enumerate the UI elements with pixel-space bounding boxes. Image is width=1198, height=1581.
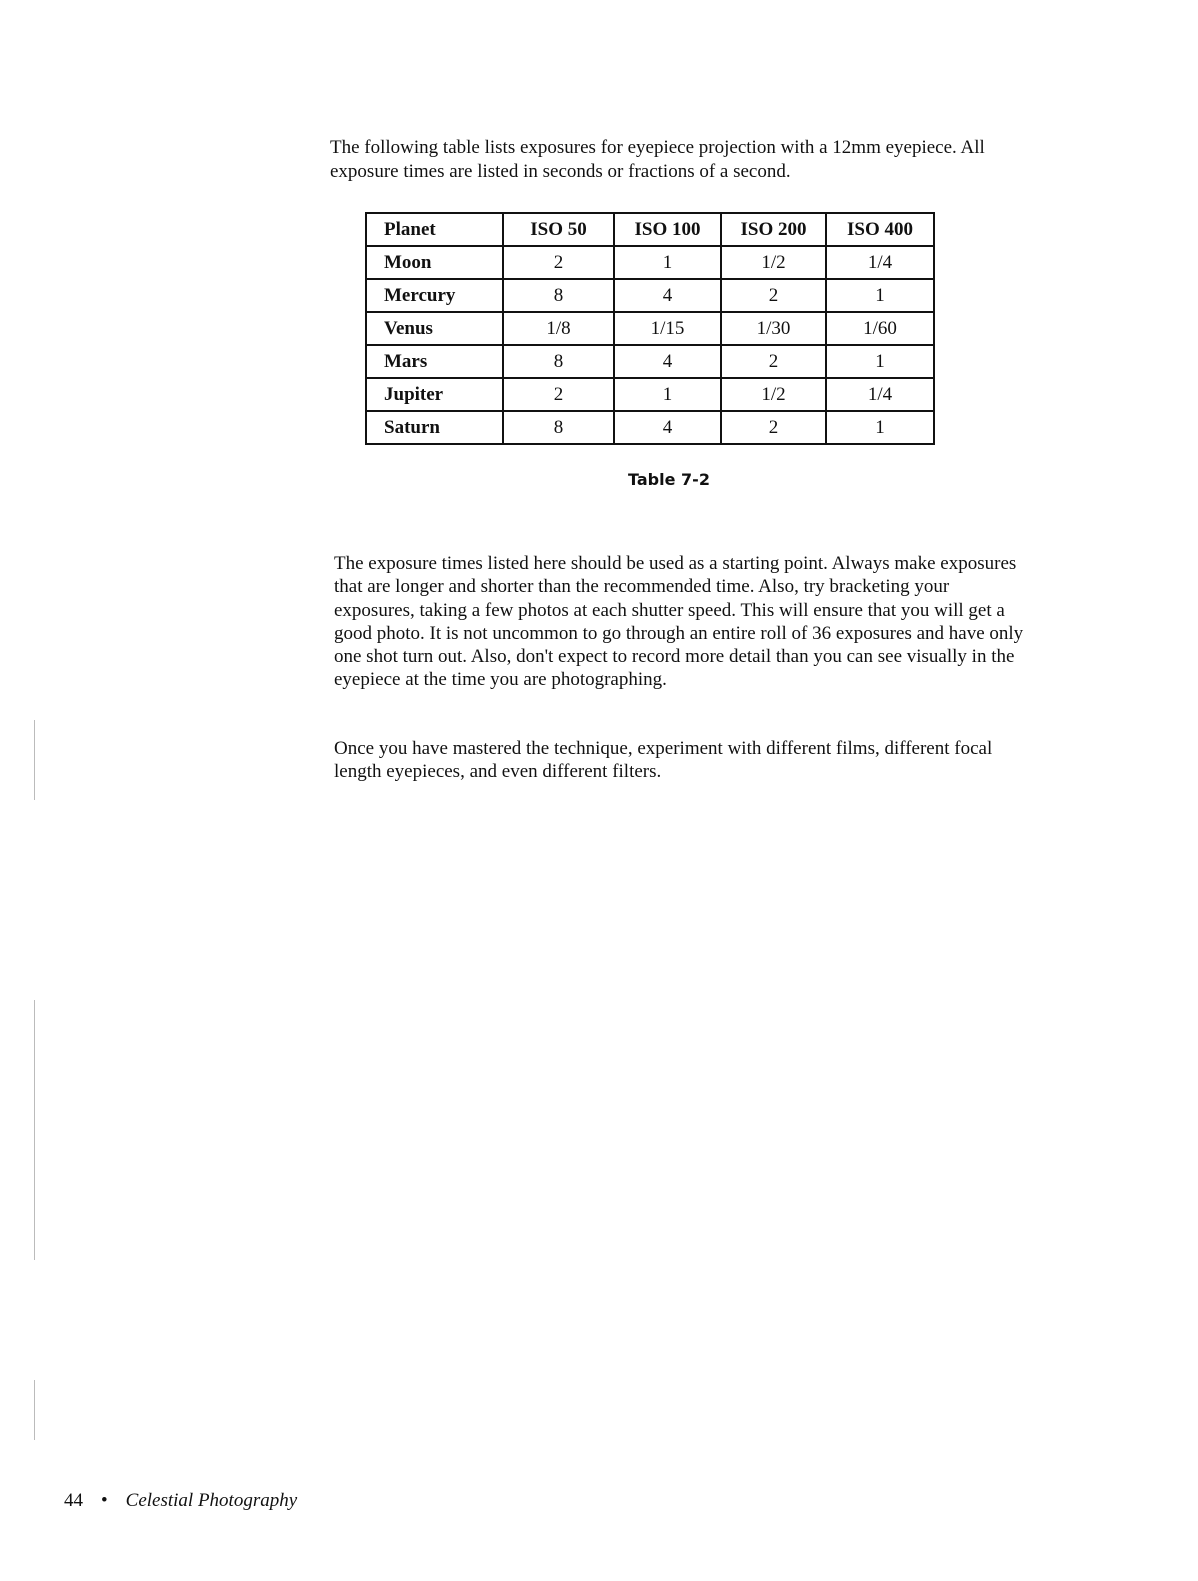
cell-iso-100: 1 <box>614 246 721 279</box>
scan-margin-artifact <box>34 1380 35 1440</box>
cell-iso-100: 4 <box>614 279 721 312</box>
cell-iso-50: 8 <box>503 279 614 312</box>
cell-iso-400: 1/60 <box>826 312 934 345</box>
cell-iso-200: 1/2 <box>721 378 826 411</box>
scan-margin-artifact <box>34 720 35 800</box>
header-iso-400: ISO 400 <box>826 213 934 246</box>
cell-iso-400: 1 <box>826 411 934 444</box>
table-header-row <box>366 213 934 246</box>
body-paragraph-experiment: Once you have mastered the technique, experiment with different films, different focal length eyepieces, and even different filters. <box>334 738 993 783</box>
cell-iso-400: 1/4 <box>826 246 934 279</box>
page-footer <box>64 1490 297 1512</box>
cell-planet: Mercury <box>366 279 503 312</box>
page-number: 44 <box>64 1490 83 1511</box>
table-row <box>366 312 934 345</box>
table-caption: Table 7-2 <box>628 470 710 489</box>
header-iso-100: ISO 100 <box>614 213 721 246</box>
cell-iso-50: 8 <box>503 411 614 444</box>
intro-paragraph: The following table lists exposures for eyepiece projection with a 12mm eyepiece. All exposure times are listed in seconds or fractions of a second. <box>330 137 985 182</box>
exposure-table <box>365 212 935 445</box>
table-row <box>366 345 934 378</box>
header-iso-200: ISO 200 <box>721 213 826 246</box>
exposure-table-wrapper <box>365 212 935 445</box>
table-row <box>366 279 934 312</box>
header-planet: Planet <box>366 213 503 246</box>
table-row <box>366 411 934 444</box>
cell-planet: Saturn <box>366 411 503 444</box>
cell-iso-400: 1 <box>826 345 934 378</box>
table-row <box>366 246 934 279</box>
cell-iso-50: 1/8 <box>503 312 614 345</box>
cell-planet: Moon <box>366 246 503 279</box>
footer-bullet: • <box>101 1490 108 1511</box>
cell-iso-100: 4 <box>614 411 721 444</box>
cell-planet: Jupiter <box>366 378 503 411</box>
body-paragraph-exposure-tips: The exposure times listed here should be used as a starting point. Always make exposures that are longer and shorter than the recommended time. Also, try bracketing your exposures, taking a few photos at each shutter speed. This will ensure that you will get a good photo. It is not uncommon to go through an entire roll of 36 exposures and have only one shot turn out. Also, don't expect to record more detail than you can see visually in the eyepiece at the time you are photographing. <box>334 553 1024 691</box>
cell-iso-50: 2 <box>503 246 614 279</box>
scan-margin-artifact <box>34 1000 35 1260</box>
cell-iso-100: 1 <box>614 378 721 411</box>
cell-iso-100: 4 <box>614 345 721 378</box>
cell-planet: Mars <box>366 345 503 378</box>
cell-iso-400: 1/4 <box>826 378 934 411</box>
cell-iso-50: 8 <box>503 345 614 378</box>
book-title: Celestial Photography <box>125 1490 298 1511</box>
table-row <box>366 378 934 411</box>
cell-planet: Venus <box>366 312 503 345</box>
cell-iso-200: 1/30 <box>721 312 826 345</box>
cell-iso-100: 1/15 <box>614 312 721 345</box>
cell-iso-400: 1 <box>826 279 934 312</box>
cell-iso-50: 2 <box>503 378 614 411</box>
header-iso-50: ISO 50 <box>503 213 614 246</box>
cell-iso-200: 2 <box>721 345 826 378</box>
cell-iso-200: 2 <box>721 279 826 312</box>
cell-iso-200: 1/2 <box>721 246 826 279</box>
cell-iso-200: 2 <box>721 411 826 444</box>
